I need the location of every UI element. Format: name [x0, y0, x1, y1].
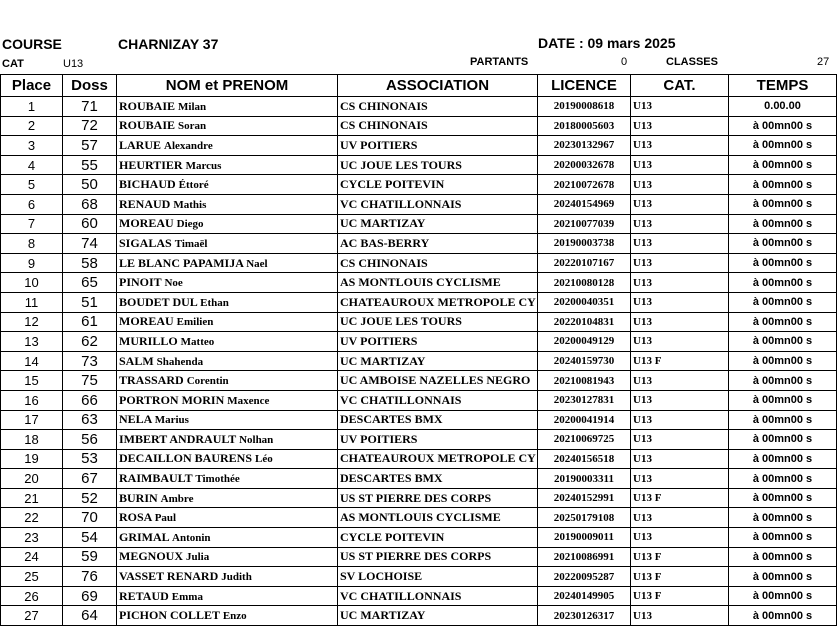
row-name	[117, 488, 338, 508]
row-place: 1	[1, 97, 63, 117]
row-licence: 20210072678	[538, 175, 631, 195]
row-licence: 20240152991	[538, 488, 631, 508]
header-classes-value: 27	[817, 56, 830, 68]
row-doss: 54	[63, 528, 117, 548]
row-cat: U13	[631, 390, 729, 410]
row-cat: U13 F	[631, 351, 729, 371]
row-nom: LARUE	[119, 137, 162, 152]
row-temps: 0.00.00	[729, 97, 837, 117]
row-name	[117, 97, 338, 117]
row-licence: 20230127831	[538, 390, 631, 410]
row-doss: 61	[63, 312, 117, 332]
row-cat: U13	[631, 508, 729, 528]
row-licence: 20190008618	[538, 97, 631, 117]
table-row	[1, 351, 837, 371]
row-place: 14	[1, 351, 63, 371]
row-name	[117, 606, 338, 626]
row-cat: U13	[631, 292, 729, 312]
row-temps: à 00mn00 s	[729, 508, 837, 528]
row-nom: PORTRON MORIN	[119, 392, 225, 407]
row-association: US ST PIERRE DES CORPS	[338, 547, 538, 567]
row-nom: MEGNOUX	[119, 549, 183, 564]
row-licence: 20190003311	[538, 469, 631, 489]
table-row	[1, 97, 837, 117]
results-table	[0, 74, 837, 626]
row-doss: 73	[63, 351, 117, 371]
row-name	[117, 136, 338, 156]
row-place: 6	[1, 194, 63, 214]
row-place: 25	[1, 567, 63, 587]
row-temps: à 00mn00 s	[729, 371, 837, 391]
row-prenom: Diego	[176, 218, 204, 231]
row-cat: U13 F	[631, 567, 729, 587]
row-doss: 76	[63, 567, 117, 587]
row-cat: U13	[631, 155, 729, 175]
row-place: 11	[1, 292, 63, 312]
row-place: 17	[1, 410, 63, 430]
table-header-row	[1, 75, 837, 97]
table-row	[1, 292, 837, 312]
row-association: UC MARTIZAY	[338, 214, 538, 234]
row-name	[117, 430, 338, 450]
header-course-label: COURSE	[2, 36, 62, 52]
row-nom: PICHON COLLET	[119, 608, 220, 623]
header-date: DATE : 09 mars 2025	[538, 35, 676, 51]
row-association: UV POITIERS	[338, 332, 538, 352]
row-prenom: Maxence	[227, 394, 270, 407]
row-prenom: Antonin	[172, 531, 211, 544]
row-cat: U13	[631, 332, 729, 352]
row-place: 21	[1, 488, 63, 508]
row-nom: RENAUD	[119, 196, 171, 211]
table-row	[1, 469, 837, 489]
row-doss: 58	[63, 253, 117, 273]
row-licence: 20240154969	[538, 194, 631, 214]
row-cat: U13 F	[631, 547, 729, 567]
row-temps: à 00mn00 s	[729, 253, 837, 273]
table-row	[1, 273, 837, 293]
row-association: CYCLE POITEVIN	[338, 528, 538, 548]
row-doss: 66	[63, 390, 117, 410]
row-association: DESCARTES BMX	[338, 469, 538, 489]
row-association: CS CHINONAIS	[338, 116, 538, 136]
table-row	[1, 194, 837, 214]
row-nom: HEURTIER	[119, 157, 183, 172]
table-row	[1, 508, 837, 528]
row-name	[117, 469, 338, 489]
table-row	[1, 488, 837, 508]
row-nom: PINOIT	[119, 275, 162, 290]
row-licence: 20220095287	[538, 567, 631, 587]
row-cat: U13	[631, 449, 729, 469]
row-doss: 51	[63, 292, 117, 312]
row-place: 9	[1, 253, 63, 273]
row-nom: BOUDET DUL	[119, 294, 198, 309]
row-doss: 65	[63, 273, 117, 293]
row-prenom: Alexandre	[164, 139, 213, 152]
row-cat: U13	[631, 469, 729, 489]
row-association: AS MONTLOUIS CYCLISME	[338, 508, 538, 528]
row-place: 22	[1, 508, 63, 528]
row-temps: à 00mn00 s	[729, 194, 837, 214]
row-doss: 75	[63, 371, 117, 391]
row-doss: 50	[63, 175, 117, 195]
row-doss: 71	[63, 97, 117, 117]
row-association: UV POITIERS	[338, 430, 538, 450]
row-cat: U13	[631, 97, 729, 117]
row-prenom: Judith	[221, 571, 252, 584]
row-association: CHATEAUROUX METROPOLE CY	[338, 449, 538, 469]
row-licence: 20200041914	[538, 410, 631, 430]
row-temps: à 00mn00 s	[729, 390, 837, 410]
row-doss: 59	[63, 547, 117, 567]
row-name	[117, 371, 338, 391]
row-cat: U13	[631, 273, 729, 293]
row-licence: 20210086991	[538, 547, 631, 567]
row-temps: à 00mn00 s	[729, 116, 837, 136]
table-row	[1, 567, 837, 587]
row-place: 5	[1, 175, 63, 195]
table-row	[1, 136, 837, 156]
row-nom: VASSET RENARD	[119, 569, 219, 584]
header-course-name: CHARNIZAY 37	[118, 36, 219, 52]
row-temps: à 00mn00 s	[729, 292, 837, 312]
table-row	[1, 528, 837, 548]
header-cat-value: U13	[63, 58, 84, 70]
row-doss: 74	[63, 234, 117, 254]
row-nom: GRIMAL	[119, 529, 170, 544]
row-cat: U13	[631, 253, 729, 273]
header-partants-label: PARTANTS	[470, 56, 529, 68]
row-licence: 20220104831	[538, 312, 631, 332]
row-cat: U13	[631, 528, 729, 548]
row-association: CHATEAUROUX METROPOLE CY	[338, 292, 538, 312]
row-name	[117, 253, 338, 273]
row-temps: à 00mn00 s	[729, 488, 837, 508]
row-nom: IMBERT ANDRAULT	[119, 431, 237, 446]
row-doss: 60	[63, 214, 117, 234]
header-partants-value: 0	[621, 56, 628, 68]
row-name	[117, 155, 338, 175]
row-doss: 69	[63, 586, 117, 606]
row-prenom: Enzo	[222, 610, 247, 623]
row-licence: 20190003738	[538, 234, 631, 254]
row-nom: ROUBAIE	[119, 98, 176, 113]
table-row	[1, 312, 837, 332]
row-temps: à 00mn00 s	[729, 351, 837, 371]
row-temps: à 00mn00 s	[729, 430, 837, 450]
row-cat: U13	[631, 410, 729, 430]
row-place: 23	[1, 528, 63, 548]
row-name	[117, 390, 338, 410]
row-nom: RETAUD	[119, 588, 169, 603]
row-name	[117, 449, 338, 469]
row-prenom: Corentin	[186, 375, 229, 388]
table-row	[1, 253, 837, 273]
row-licence: 20200049129	[538, 332, 631, 352]
table-row	[1, 547, 837, 567]
row-temps: à 00mn00 s	[729, 547, 837, 567]
row-licence: 20180005603	[538, 116, 631, 136]
row-nom: RAIMBAULT	[119, 471, 193, 486]
table-row	[1, 116, 837, 136]
row-temps: à 00mn00 s	[729, 332, 837, 352]
row-doss: 56	[63, 430, 117, 450]
row-nom: ROUBAIE	[119, 118, 176, 133]
row-name	[117, 508, 338, 528]
row-name	[117, 332, 338, 352]
row-place: 8	[1, 234, 63, 254]
row-temps: à 00mn00 s	[729, 410, 837, 430]
row-association: DESCARTES BMX	[338, 410, 538, 430]
row-prenom: Timothée	[195, 473, 240, 486]
row-licence: 20210080128	[538, 273, 631, 293]
row-licence: 20240149905	[538, 586, 631, 606]
row-name	[117, 586, 338, 606]
row-nom: BICHAUD	[119, 177, 176, 192]
table-row	[1, 606, 837, 626]
row-temps: à 00mn00 s	[729, 449, 837, 469]
row-prenom: Shahenda	[156, 355, 204, 368]
col-header-doss: Doss	[63, 75, 117, 97]
row-prenom: Marcus	[185, 159, 222, 172]
row-licence: 20210077039	[538, 214, 631, 234]
row-temps: à 00mn00 s	[729, 136, 837, 156]
row-association: UC MARTIZAY	[338, 606, 538, 626]
header-classes-label: CLASSES	[666, 56, 718, 68]
row-licence: 20240159730	[538, 351, 631, 371]
row-prenom: Emilien	[176, 316, 214, 329]
table-row	[1, 410, 837, 430]
row-association: UC AMBOISE NAZELLES NEGRO	[338, 371, 538, 391]
row-doss: 53	[63, 449, 117, 469]
row-name	[117, 273, 338, 293]
row-nom: SALM	[119, 353, 154, 368]
row-cat: U13	[631, 312, 729, 332]
row-place: 4	[1, 155, 63, 175]
row-nom: DECAILLON BAURENS	[119, 451, 253, 466]
row-association: VC CHATILLONNAIS	[338, 586, 538, 606]
row-association: CS CHINONAIS	[338, 97, 538, 117]
row-nom: SIGALAS	[119, 235, 172, 250]
row-nom: MOREAU	[119, 314, 174, 329]
row-licence: 20210081943	[538, 371, 631, 391]
row-name	[117, 547, 338, 567]
row-place: 13	[1, 332, 63, 352]
col-header-temps: TEMPS	[729, 75, 837, 97]
row-association: SV LOCHOISE	[338, 567, 538, 587]
row-prenom: Mathis	[173, 198, 207, 211]
row-prenom: Noe	[164, 277, 183, 290]
row-cat: U13	[631, 175, 729, 195]
row-association: UC JOUE LES TOURS	[338, 155, 538, 175]
row-nom: MURILLO	[119, 333, 178, 348]
row-association: VC CHATILLONNAIS	[338, 390, 538, 410]
table-row	[1, 371, 837, 391]
row-licence: 20240156518	[538, 449, 631, 469]
row-temps: à 00mn00 s	[729, 175, 837, 195]
row-temps: à 00mn00 s	[729, 606, 837, 626]
row-name	[117, 116, 338, 136]
row-nom: TRASSARD	[119, 373, 184, 388]
row-licence: 20230126317	[538, 606, 631, 626]
row-association: AC BAS-BERRY	[338, 234, 538, 254]
row-association: US ST PIERRE DES CORPS	[338, 488, 538, 508]
row-temps: à 00mn00 s	[729, 586, 837, 606]
row-place: 24	[1, 547, 63, 567]
row-prenom: Paul	[154, 512, 177, 525]
row-temps: à 00mn00 s	[729, 567, 837, 587]
row-nom: MOREAU	[119, 216, 174, 231]
row-temps: à 00mn00 s	[729, 528, 837, 548]
row-place: 27	[1, 606, 63, 626]
row-cat: U13 F	[631, 488, 729, 508]
row-place: 12	[1, 312, 63, 332]
table-row	[1, 234, 837, 254]
row-name	[117, 234, 338, 254]
row-prenom: Soran	[178, 120, 207, 133]
row-temps: à 00mn00 s	[729, 234, 837, 254]
row-nom: BURIN	[119, 490, 158, 505]
row-temps: à 00mn00 s	[729, 273, 837, 293]
table-row	[1, 449, 837, 469]
row-prenom: Nael	[246, 257, 268, 270]
row-place: 19	[1, 449, 63, 469]
row-nom: ROSA	[119, 510, 152, 525]
row-prenom: Marius	[154, 414, 189, 427]
row-place: 15	[1, 371, 63, 391]
row-prenom: Léo	[255, 453, 273, 466]
col-header-cat: CAT.	[631, 75, 729, 97]
row-name	[117, 528, 338, 548]
row-place: 7	[1, 214, 63, 234]
row-prenom: Emma	[171, 590, 203, 603]
table-row	[1, 175, 837, 195]
row-licence: 20210069725	[538, 430, 631, 450]
row-cat: U13	[631, 136, 729, 156]
row-doss: 62	[63, 332, 117, 352]
row-cat: U13	[631, 116, 729, 136]
row-licence: 20200040351	[538, 292, 631, 312]
row-cat: U13 F	[631, 586, 729, 606]
row-prenom: Nolhan	[239, 433, 274, 446]
row-doss: 72	[63, 116, 117, 136]
row-association: UC MARTIZAY	[338, 351, 538, 371]
header-cat-label: CAT	[2, 58, 24, 70]
table-row	[1, 390, 837, 410]
row-licence: 20200032678	[538, 155, 631, 175]
row-place: 10	[1, 273, 63, 293]
row-cat: U13	[631, 214, 729, 234]
row-name	[117, 292, 338, 312]
row-licence: 20230132967	[538, 136, 631, 156]
row-doss: 55	[63, 155, 117, 175]
row-association: CS CHINONAIS	[338, 253, 538, 273]
row-name	[117, 194, 338, 214]
row-prenom: Éttoré	[178, 179, 209, 192]
row-prenom: Ethan	[200, 296, 229, 309]
row-association: CYCLE POITEVIN	[338, 175, 538, 195]
row-cat: U13	[631, 194, 729, 214]
row-place: 2	[1, 116, 63, 136]
row-cat: U13	[631, 430, 729, 450]
row-licence: 20220107167	[538, 253, 631, 273]
table-row	[1, 332, 837, 352]
row-licence: 20190009011	[538, 528, 631, 548]
row-place: 16	[1, 390, 63, 410]
row-nom: LE BLANC PAPAMIJA	[119, 255, 244, 270]
row-name	[117, 214, 338, 234]
row-temps: à 00mn00 s	[729, 214, 837, 234]
row-association: UV POITIERS	[338, 136, 538, 156]
row-association: AS MONTLOUIS CYCLISME	[338, 273, 538, 293]
row-prenom: Julia	[186, 551, 210, 564]
row-licence: 20250179108	[538, 508, 631, 528]
row-cat: U13	[631, 371, 729, 391]
row-doss: 64	[63, 606, 117, 626]
row-nom: NELA	[119, 412, 152, 427]
row-temps: à 00mn00 s	[729, 312, 837, 332]
row-doss: 63	[63, 410, 117, 430]
col-header-name: NOM et PRENOM	[117, 75, 338, 97]
row-place: 20	[1, 469, 63, 489]
row-name	[117, 312, 338, 332]
row-prenom: Timaël	[174, 237, 208, 250]
row-name	[117, 175, 338, 195]
row-name	[117, 351, 338, 371]
row-temps: à 00mn00 s	[729, 155, 837, 175]
row-association: UC JOUE LES TOURS	[338, 312, 538, 332]
row-name	[117, 410, 338, 430]
row-name	[117, 567, 338, 587]
row-prenom: Milan	[178, 100, 207, 113]
table-row	[1, 214, 837, 234]
table-row	[1, 586, 837, 606]
row-place: 26	[1, 586, 63, 606]
row-prenom: Matteo	[180, 335, 215, 348]
row-place: 18	[1, 430, 63, 450]
row-prenom: Ambre	[160, 492, 194, 505]
row-cat: U13	[631, 234, 729, 254]
table-row	[1, 430, 837, 450]
row-doss: 67	[63, 469, 117, 489]
row-cat: U13	[631, 606, 729, 626]
table-row	[1, 155, 837, 175]
row-doss: 57	[63, 136, 117, 156]
row-doss: 70	[63, 508, 117, 528]
row-doss: 52	[63, 488, 117, 508]
row-doss: 68	[63, 194, 117, 214]
col-header-licence: LICENCE	[538, 75, 631, 97]
row-association: VC CHATILLONNAIS	[338, 194, 538, 214]
col-header-place: Place	[1, 75, 63, 97]
row-temps: à 00mn00 s	[729, 469, 837, 489]
row-place: 3	[1, 136, 63, 156]
col-header-association: ASSOCIATION	[338, 75, 538, 97]
